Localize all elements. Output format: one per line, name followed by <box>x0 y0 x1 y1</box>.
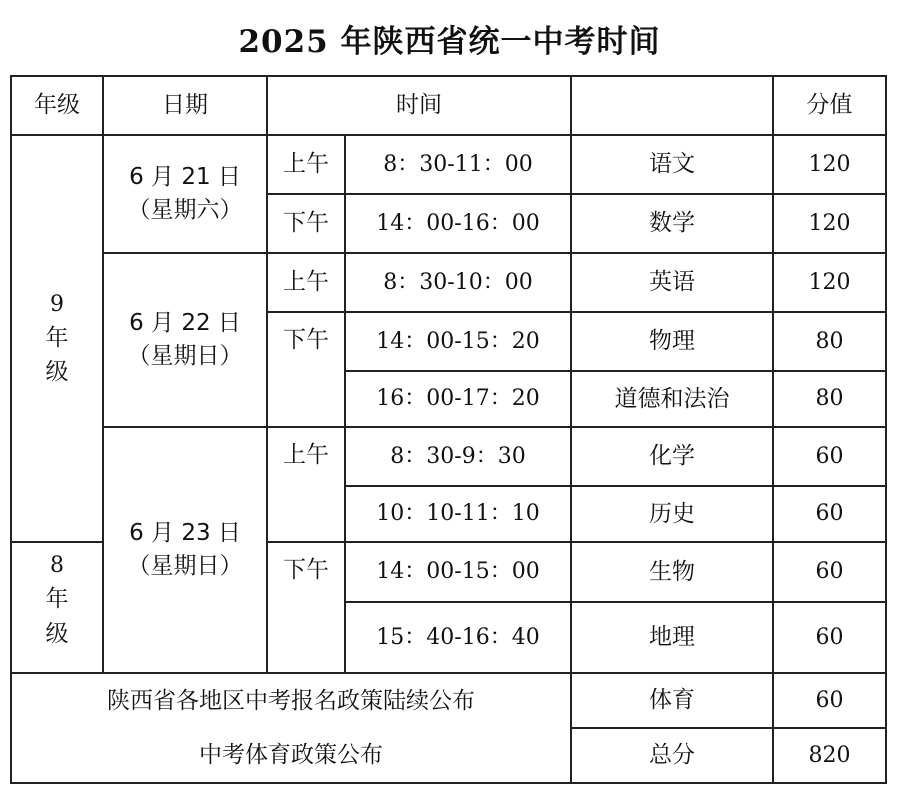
period-am: 上午 <box>267 427 345 542</box>
exam-subject: 数学 <box>571 194 773 253</box>
exam-time: 14：00-16：00 <box>345 194 571 253</box>
policy-note-pe: 中考体育政策公布 <box>11 728 571 783</box>
exam-time: 8：30-9：30 <box>345 427 571 486</box>
grade-9-cell: 9 年 级 <box>11 135 103 542</box>
exam-time: 8：30-10：00 <box>345 253 571 312</box>
exam-subject: 生物 <box>571 542 773 602</box>
exam-score: 80 <box>773 312 886 371</box>
pe-score: 60 <box>773 673 886 728</box>
period-am: 上午 <box>267 135 345 194</box>
exam-score: 80 <box>773 371 886 427</box>
exam-score: 120 <box>773 253 886 312</box>
exam-schedule-table <box>10 75 887 784</box>
total-score: 820 <box>773 728 886 783</box>
exam-subject: 语文 <box>571 135 773 194</box>
pe-subject: 体育 <box>571 673 773 728</box>
exam-time: 10：10-11：10 <box>345 486 571 542</box>
header-time: 时间 <box>267 76 571 135</box>
exam-time: 14：00-15：20 <box>345 312 571 371</box>
exam-subject: 历史 <box>571 486 773 542</box>
exam-score: 120 <box>773 194 886 253</box>
footer-row <box>11 728 886 783</box>
header-score: 分值 <box>773 76 886 135</box>
date-cell-june-23: 6 月 23 日 （星期日） <box>103 427 267 673</box>
header-row <box>11 76 886 135</box>
period-am: 上午 <box>267 253 345 312</box>
exam-time: 8：30-11：00 <box>345 135 571 194</box>
period-pm: 下午 <box>267 542 345 673</box>
header-grade: 年级 <box>11 76 103 135</box>
date-cell-june-22: 6 月 22 日 （星期日） <box>103 253 267 427</box>
period-pm: 下午 <box>267 312 345 427</box>
exam-subject: 英语 <box>571 253 773 312</box>
exam-time: 15：40-16：40 <box>345 602 571 673</box>
table-row <box>11 135 886 194</box>
exam-score: 60 <box>773 486 886 542</box>
exam-subject: 道德和法治 <box>571 371 773 427</box>
page-title: 2025 年陕西省统一中考时间 <box>238 24 661 60</box>
exam-score: 120 <box>773 135 886 194</box>
table-row <box>11 253 886 312</box>
exam-score: 60 <box>773 602 886 673</box>
footer-row <box>11 673 886 728</box>
period-pm: 下午 <box>267 194 345 253</box>
date-cell-june-21: 6 月 21 日 （星期六） <box>103 135 267 253</box>
exam-subject: 化学 <box>571 427 773 486</box>
grade-8-cell: 8 年 级 <box>11 542 103 673</box>
exam-score: 60 <box>773 542 886 602</box>
exam-time: 14：00-15：00 <box>345 542 571 602</box>
header-date: 日期 <box>103 76 267 135</box>
exam-subject: 物理 <box>571 312 773 371</box>
total-label: 总分 <box>571 728 773 783</box>
exam-subject: 地理 <box>571 602 773 673</box>
table-row <box>11 427 886 486</box>
exam-score: 60 <box>773 427 886 486</box>
header-subject <box>571 76 773 135</box>
policy-note-registration: 陕西省各地区中考报名政策陆续公布 <box>11 673 571 728</box>
exam-time: 16：00-17：20 <box>345 371 571 427</box>
